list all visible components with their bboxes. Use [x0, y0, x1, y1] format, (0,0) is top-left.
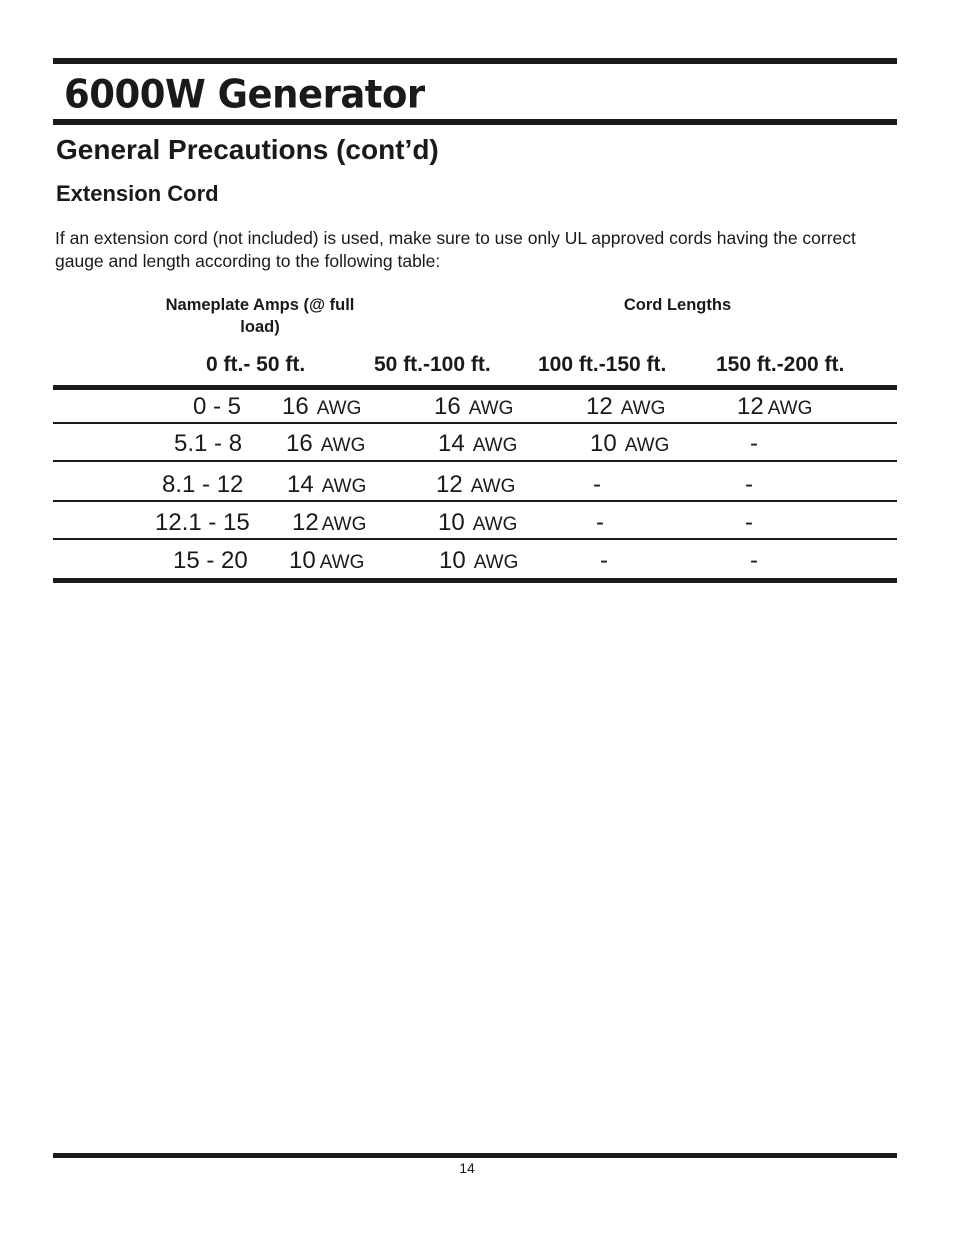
table-row-divider [53, 500, 897, 502]
gauge-cell-empty: - [600, 547, 608, 574]
section-heading: General Precautions (cont’d) [56, 134, 439, 165]
gauge-cell-empty: - [750, 547, 758, 574]
header-top-rule [53, 58, 897, 64]
length-column-header: 50 ft.-100 ft. [374, 353, 491, 376]
gauge-cell: 12 AWG [436, 471, 516, 498]
subsection-heading: Extension Cord [56, 181, 219, 206]
gauge-cell: 10 AWG [439, 547, 519, 574]
amps-column-header: Nameplate Amps (@ full load) [165, 296, 355, 336]
gauge-cell-empty: - [750, 430, 758, 457]
gauge-cell: 16 AWG [282, 393, 362, 420]
amps-cell: 12.1 - 15 [155, 509, 250, 536]
table-row-divider [53, 422, 897, 424]
gauge-cell-empty: - [593, 471, 601, 498]
length-column-header: 100 ft.-150 ft. [538, 353, 667, 376]
gauge-cell: 16 AWG [434, 393, 514, 420]
footer-rule [53, 1153, 897, 1158]
gauge-cell-empty: - [745, 509, 753, 536]
gauge-cell: 16 AWG [286, 430, 366, 457]
table-row-divider [53, 460, 897, 462]
table-top-rule [53, 385, 897, 390]
gauge-cell: 10 AWG [289, 547, 365, 574]
gauge-cell: 12 AWG [737, 393, 813, 420]
amps-cell: 15 - 20 [173, 547, 248, 574]
page-number: 14 [459, 1160, 475, 1176]
document-title: 6000W Generator [64, 72, 425, 118]
gauge-cell-empty: - [596, 509, 604, 536]
table-bottom-rule [53, 578, 897, 583]
header-bottom-rule [53, 119, 897, 125]
gauge-cell: 14 AWG [438, 430, 518, 457]
length-column-header: 0 ft.- 50 ft. [206, 353, 306, 376]
table-row-divider [53, 538, 897, 540]
amps-cell: 5.1 - 8 [174, 430, 243, 457]
length-column-header: 150 ft.-200 ft. [716, 353, 845, 376]
amps-cell: 8.1 - 12 [162, 471, 244, 498]
gauge-cell: 12 AWG [292, 509, 367, 536]
gauge-cell: 14 AWG [287, 471, 367, 498]
amps-cell: 0 - 5 [193, 393, 242, 420]
intro-paragraph: If an extension cord (not included) is used, make sure to use only UL approved cords having the correct gauge and length according to the following table: [55, 228, 856, 271]
gauge-cell: 10 AWG [590, 430, 670, 457]
gauge-cell: 10 AWG [438, 509, 518, 536]
gauge-cell-empty: - [745, 471, 753, 498]
cord-lengths-header: Cord Lengths [623, 296, 732, 314]
gauge-cell: 12 AWG [586, 393, 666, 420]
